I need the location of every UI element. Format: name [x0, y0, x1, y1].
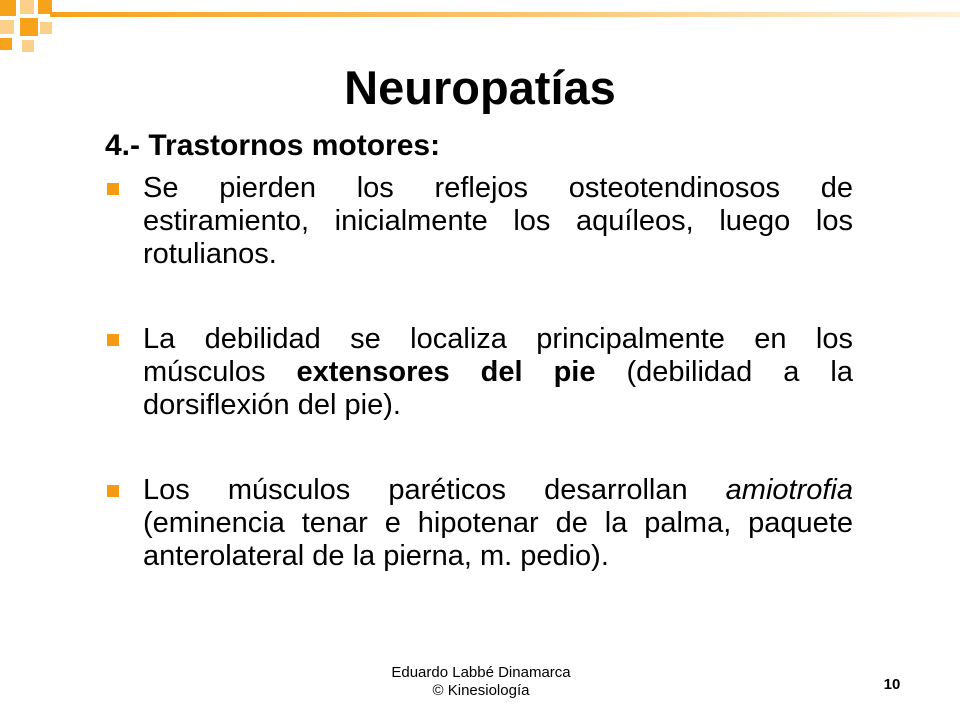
- bullet-list: [105, 172, 853, 573]
- bullet-text: (eminencia tenar e hipotenar de la palma, paquete anterolateral de la pierna, m. pedio).: [143, 507, 853, 572]
- slide-subtitle: 4.- Trastornos motores:: [105, 129, 441, 162]
- corner-square-5: [20, 18, 38, 36]
- footer: [340, 664, 622, 700]
- bullet-text: Los músculos paréticos desarrollan: [143, 474, 726, 506]
- bullet-item: [105, 323, 853, 422]
- bullet-text: (debilidad a la dorsiflexión del pie).: [143, 356, 854, 421]
- header-accent-bar: [50, 12, 960, 17]
- corner-square-4: [0, 20, 14, 34]
- corner-square-6: [40, 22, 52, 34]
- slide-title: Neuropatías: [344, 61, 616, 114]
- bullet-text: La debilidad se localiza principalmente en los músculos: [143, 323, 853, 388]
- bullet-item: [105, 172, 853, 271]
- square-bullet-icon: [107, 183, 119, 195]
- corner-square-2: [20, 0, 34, 14]
- corner-square-7: [0, 38, 12, 50]
- bullet-item: [105, 474, 853, 573]
- page-number: 10: [883, 676, 901, 693]
- footer-org: © Kinesiología: [432, 682, 530, 699]
- square-bullet-icon: [107, 334, 119, 346]
- bullet-text: Se pierden los reflejos osteotendinosos de estiramiento, inicialmente los aquíleos, luego los rotulianos.: [143, 172, 853, 270]
- footer-author: Eduardo Labbé Dinamarca: [391, 664, 571, 681]
- corner-square-3: [38, 0, 52, 14]
- corner-square-1: [0, 0, 16, 16]
- corner-square-8: [22, 40, 34, 52]
- bullet-italic-text: amiotrofia: [725, 474, 853, 506]
- bullet-bold-text: extensores del pie: [296, 356, 596, 388]
- square-bullet-icon: [107, 485, 119, 497]
